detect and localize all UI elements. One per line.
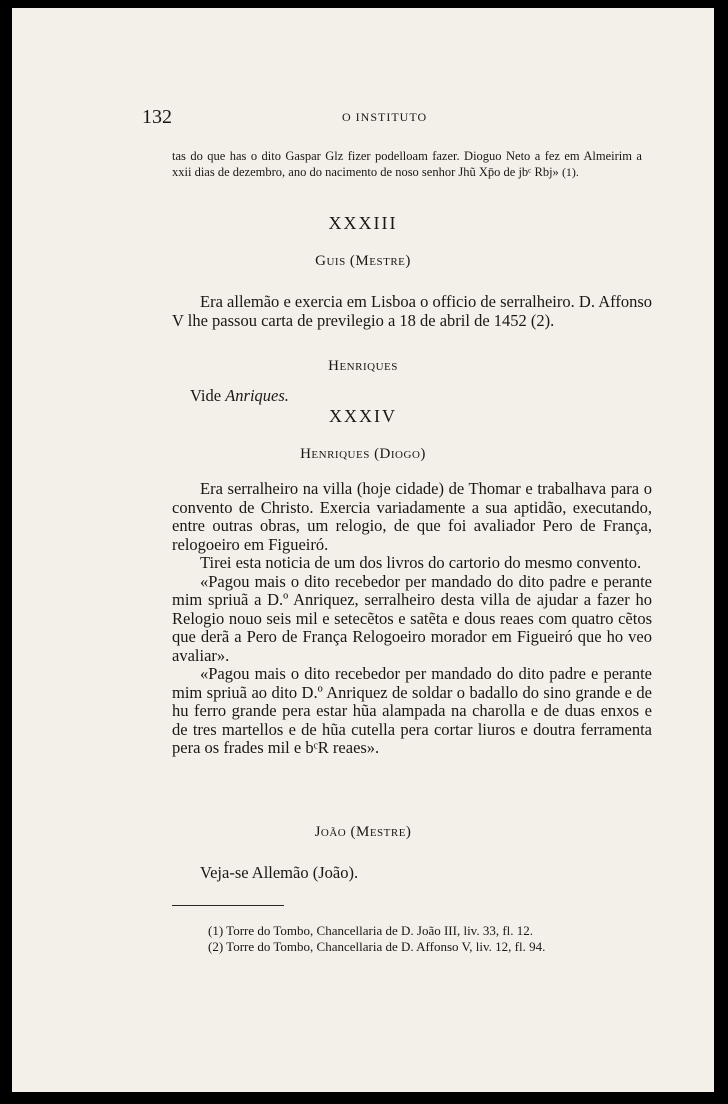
running-title: O INSTITUTO: [342, 110, 428, 124]
entry-text-joao: Veja-se Allemão (João).: [200, 863, 359, 882]
entry-name-henriques-diogo: Henriques (Diogo): [300, 446, 426, 462]
page-header: [12, 106, 714, 130]
vide-prefix: Vide: [190, 386, 226, 405]
paragraph: «Pagou mais o dito recebedor per mandado do dito padre e perante mim spriuã ao dito D.º Anriquez de soldar o badallo do sino grande e de hu ferro grande pera estar hũa alampada na charolla e de duas enxos e de tres martellos e de hũa cutella pera cortar liuros e doutra ferramenta pera os frades mil e bᶜR reaes».: [172, 664, 652, 757]
footnote-2: (2) Torre do Tombo, Chancellaria de D. Affonso V, liv. 12, fl. 94.: [208, 939, 546, 954]
entry-name-henriques: Henriques: [328, 358, 398, 374]
footnote-divider: [172, 905, 284, 906]
book-page: [12, 8, 714, 1092]
continuation-body: tas do que has o dito Gaspar Glz fizer podelloam fazer. Dioguo Neto a fez em Almeirim a xxii dias de dezembro, ano do nacimento de noso senhor Jhũ Xp̄o de jbᶜ Rbj»: [172, 149, 642, 179]
paragraph: Tirei esta noticia de um dos livros do cartorio do mesmo convento.: [200, 553, 642, 572]
continuation-text: [172, 148, 642, 180]
page-number: 132: [142, 106, 172, 128]
entry-name-guis: Guis (Mestre): [315, 253, 411, 269]
vide-target: Anriques.: [225, 386, 289, 405]
footnote-1: (1) Torre do Tombo, Chancellaria de D. João III, liv. 33, fl. 12.: [208, 923, 534, 938]
section-number-xxxiv: XXXIV: [329, 406, 397, 426]
entry-text-guis: Era allemão e exercia em Lisboa o officio de serralheiro. D. Affonso V lhe passou carta de previlegio a 18 de abril de 1452 (2).: [172, 292, 652, 330]
paragraph: «Pagou mais o dito recebedor per mandado do dito padre e perante mim spriuã a D.º Anriquez, serralheiro desta villa de ajudar a fazer ho Relogio nouo seis mil e setecẽtos e satẽta e dous reaes com quatro cẽtos que derã a Pero de França Relogoeiro morador em Figueiró que ho veo avaliar».: [172, 571, 652, 665]
entry-name-joao: João (Mestre): [314, 824, 412, 840]
footnote-ref-1: (1).: [561, 165, 579, 179]
section-number-xxxiii: XXXIII: [328, 213, 398, 233]
footnotes: [208, 923, 648, 955]
cross-reference-anriques: [190, 386, 289, 406]
paragraph: Era serralheiro na villa (hoje cidade) de Thomar e trabalhava para o convento de Christo. Exercia variadamente a sua aptidão, executando, entre outras obras, um relogio, de que foi avaliador Pero de França, relogoeiro em Figueiró.: [172, 479, 652, 554]
entry-text-henriques-diogo: [172, 480, 652, 758]
